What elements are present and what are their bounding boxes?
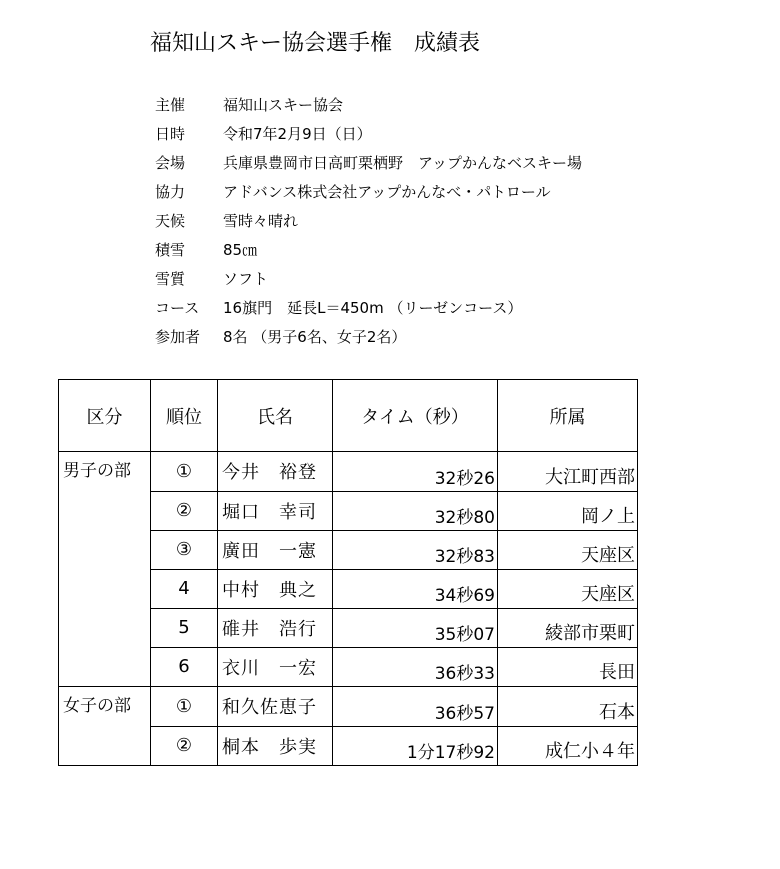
header-rank: 順位 <box>151 380 218 452</box>
name-cell: 今井 裕登 <box>218 452 333 492</box>
division-cell <box>59 726 151 766</box>
rank-cell: 5 <box>151 608 218 647</box>
rank-cell: 4 <box>151 569 218 608</box>
rank-cell: ② <box>151 726 218 766</box>
division-cell <box>59 608 151 647</box>
info-value: 雪時々晴れ <box>223 212 299 230</box>
info-row-venue <box>155 153 582 182</box>
info-row-course <box>155 298 582 327</box>
affiliation-cell: 大江町西部 <box>498 452 638 492</box>
header-name: 氏名 <box>218 380 333 452</box>
info-label: 積雪 <box>155 241 186 259</box>
division-cell: 男子の部 <box>59 452 151 492</box>
name-cell: 碓井 浩行 <box>218 608 333 647</box>
affiliation-cell: 石本 <box>498 687 638 727</box>
division-cell: 女子の部 <box>59 687 151 727</box>
affiliation-cell: 綾部市栗町 <box>498 608 638 647</box>
header-time: タイム（秒） <box>333 380 498 452</box>
info-value: ソフト <box>223 270 269 288</box>
info-label: 日時 <box>155 125 186 143</box>
info-row-snow-quality <box>155 269 582 298</box>
time-cell: 32秒80 <box>333 491 498 530</box>
name-cell: 廣田 一憲 <box>218 530 333 569</box>
header-division: 区分 <box>59 380 151 452</box>
info-value: 福知山スキー協会 <box>223 96 344 114</box>
table-row <box>59 687 638 727</box>
results-table <box>58 379 638 766</box>
affiliation-cell: 天座区 <box>498 530 638 569</box>
event-info <box>155 95 582 356</box>
name-cell: 桐本 歩実 <box>218 726 333 766</box>
time-cell: 36秒57 <box>333 687 498 727</box>
time-cell: 36秒33 <box>333 647 498 687</box>
time-cell: 35秒07 <box>333 608 498 647</box>
table-row <box>59 491 638 530</box>
info-label: 会場 <box>155 154 186 172</box>
affiliation-cell: 成仁小４年 <box>498 726 638 766</box>
info-row-organizer <box>155 95 582 124</box>
rank-cell: ③ <box>151 530 218 569</box>
division-cell <box>59 491 151 530</box>
info-row-cooperation <box>155 182 582 211</box>
division-cell <box>59 569 151 608</box>
table-row <box>59 726 638 766</box>
rank-cell: ② <box>151 491 218 530</box>
table-row <box>59 452 638 492</box>
name-cell: 和久佐恵子 <box>218 687 333 727</box>
division-cell <box>59 530 151 569</box>
info-row-weather <box>155 211 582 240</box>
time-cell: 32秒26 <box>333 452 498 492</box>
info-label: 参加者 <box>155 328 201 346</box>
info-value: 兵庫県豊岡市日高町栗栖野 アップかんなベスキー場 <box>223 154 582 172</box>
info-label: 雪質 <box>155 270 186 288</box>
info-label: 天候 <box>155 212 186 230</box>
time-cell: 32秒83 <box>333 530 498 569</box>
info-label: コース <box>155 299 200 317</box>
affiliation-cell: 岡ノ上 <box>498 491 638 530</box>
info-label: 主催 <box>155 96 186 114</box>
name-cell: 堀口 幸司 <box>218 491 333 530</box>
division-cell <box>59 647 151 687</box>
header-affiliation: 所属 <box>498 380 638 452</box>
table-row <box>59 569 638 608</box>
rank-cell: ① <box>151 452 218 492</box>
info-value: 16旗門 延長L＝450m （リーゼンコース） <box>223 299 523 317</box>
info-value: アドバンス株式会社アップかんなべ・パトロール <box>223 183 551 201</box>
info-value: 令和7年2月9日（日） <box>223 125 372 143</box>
rank-cell: 6 <box>151 647 218 687</box>
affiliation-cell: 天座区 <box>498 569 638 608</box>
table-row <box>59 608 638 647</box>
info-label: 協力 <box>155 183 186 201</box>
document-title: 福知山スキー協会選手権 成績表 <box>150 31 481 56</box>
table-header-row <box>59 380 638 452</box>
info-row-participants <box>155 327 582 356</box>
table-row <box>59 530 638 569</box>
info-value: 8名 （男子6名、女子2名） <box>223 328 407 346</box>
info-value: 85㎝ <box>223 241 258 259</box>
time-cell: 34秒69 <box>333 569 498 608</box>
affiliation-cell: 長田 <box>498 647 638 687</box>
table-row <box>59 647 638 687</box>
time-cell: 1分17秒92 <box>333 726 498 766</box>
name-cell: 衣川 一宏 <box>218 647 333 687</box>
info-row-snow-depth <box>155 240 582 269</box>
name-cell: 中村 典之 <box>218 569 333 608</box>
info-row-date <box>155 124 582 153</box>
rank-cell: ① <box>151 687 218 727</box>
